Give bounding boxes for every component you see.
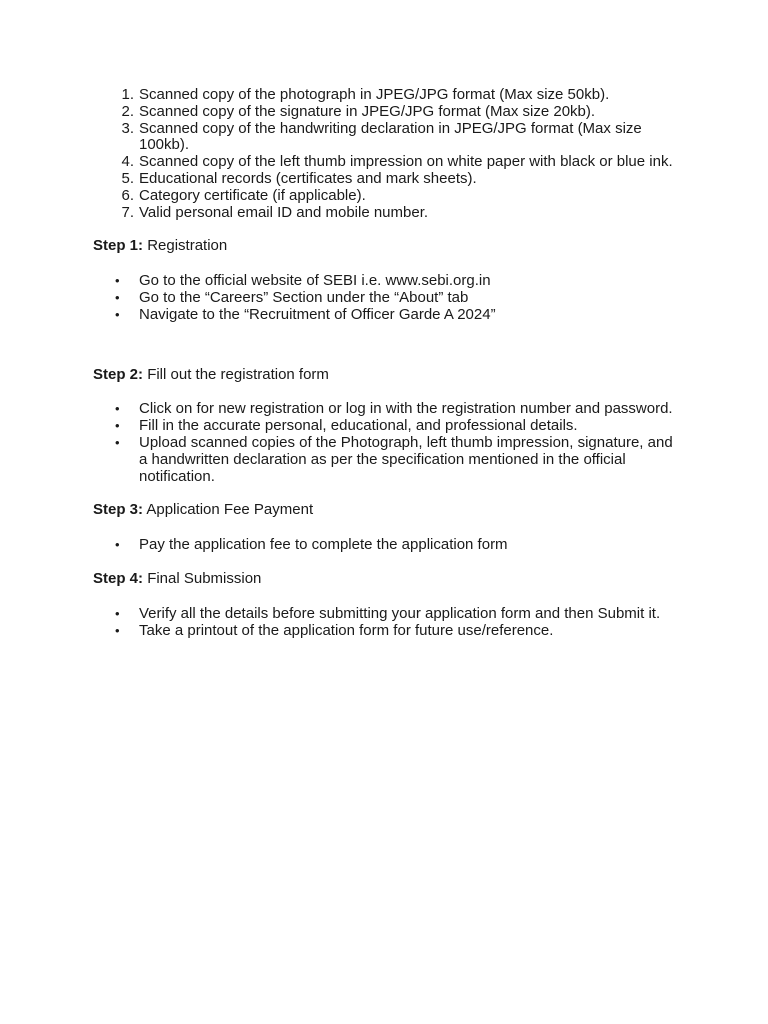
list-item: [115, 272, 683, 290]
list-item: [121, 102, 683, 121]
list-number: 4.: [121, 153, 134, 171]
step-4-heading: [93, 571, 683, 588]
step-2-heading: [93, 367, 683, 384]
bullet-icon: •: [115, 273, 120, 289]
list-item: [121, 153, 683, 171]
list-item-text: Scanned copy of the left thumb impression on white paper with black or blue ink.: [139, 153, 673, 171]
list-item: [115, 536, 683, 554]
document-body: [93, 87, 683, 639]
list-item: [121, 119, 683, 155]
step-label: Step 1:: [93, 237, 144, 255]
list-number: 6.: [121, 186, 134, 204]
list-item-text: Scanned copy of the handwriting declaration in JPEG/JPG format (Max size 100kb).: [139, 119, 642, 154]
list-item: [121, 86, 683, 104]
list-item-text: Go to the “Careers” Section under the “About” tab: [139, 288, 469, 306]
list-item-text: Go to the official website of SEBI i.e. www.sebi.org.in: [139, 272, 491, 290]
step-2-list: [93, 401, 683, 485]
step-label: Step 3:: [93, 501, 144, 519]
bullet-icon: •: [115, 289, 120, 305]
list-item-text: Upload scanned copies of the Photograph, left thumb impression, signature, and a handwritten declaration as per the specification mentioned in the official notification.: [139, 433, 673, 485]
bullet-icon: •: [115, 434, 120, 450]
bullet-icon: •: [115, 622, 120, 638]
bullet-icon: •: [115, 306, 120, 322]
list-item-text: Click on for new registration or log in with the registration number and password.: [139, 400, 673, 418]
step-title: Final Submission: [147, 569, 262, 587]
list-item-text: Take a printout of the application form for future use/reference.: [139, 621, 554, 639]
bullet-icon: •: [115, 401, 120, 417]
step-3-list: [93, 537, 683, 554]
list-item: [121, 186, 683, 205]
step-1-heading: [93, 238, 683, 255]
list-item: [115, 288, 683, 307]
list-number: 5.: [121, 169, 134, 187]
list-item-text: Fill in the accurate personal, educational, and professional details.: [139, 417, 578, 435]
list-item-text: Category certificate (if applicable).: [139, 186, 366, 204]
step-label: Step 4:: [93, 569, 144, 587]
step-1-list: [93, 273, 683, 323]
list-item: [115, 621, 683, 640]
step-4-list: [93, 606, 683, 640]
list-item-text: Educational records (certificates and mark sheets).: [139, 169, 477, 187]
list-item-text: Navigate to the “Recruitment of Officer Garde A 2024”: [139, 305, 496, 323]
bullet-icon: •: [115, 605, 120, 621]
list-number: 2.: [121, 102, 134, 120]
list-item: [121, 169, 683, 188]
list-item-text: Pay the application fee to complete the application form: [139, 536, 508, 554]
list-item-text: Verify all the details before submitting your application form and then Submit it.: [139, 604, 661, 622]
bullet-icon: •: [115, 418, 120, 434]
list-item: [115, 400, 683, 418]
documents-required-list: [93, 87, 683, 221]
step-title: Application Fee Payment: [146, 501, 314, 519]
list-item: [115, 433, 683, 485]
step-3-heading: [93, 502, 683, 519]
step-label: Step 2:: [93, 365, 144, 383]
list-item: [115, 417, 683, 435]
step-title: Registration: [147, 237, 228, 255]
list-item-text: Scanned copy of the signature in JPEG/JPG format (Max size 20kb).: [139, 102, 596, 120]
list-number: 1.: [121, 86, 134, 103]
bullet-icon: •: [115, 537, 120, 553]
list-item-text: Valid personal email ID and mobile number.: [139, 203, 429, 221]
list-item-text: Scanned copy of the photograph in JPEG/JPG format (Max size 50kb).: [139, 86, 610, 103]
step-title: Fill out the registration form: [147, 365, 329, 383]
list-item: [121, 203, 683, 222]
list-item: [115, 604, 683, 623]
list-number: 7.: [121, 203, 134, 221]
list-number: 3.: [121, 119, 134, 137]
list-item: [115, 305, 683, 324]
